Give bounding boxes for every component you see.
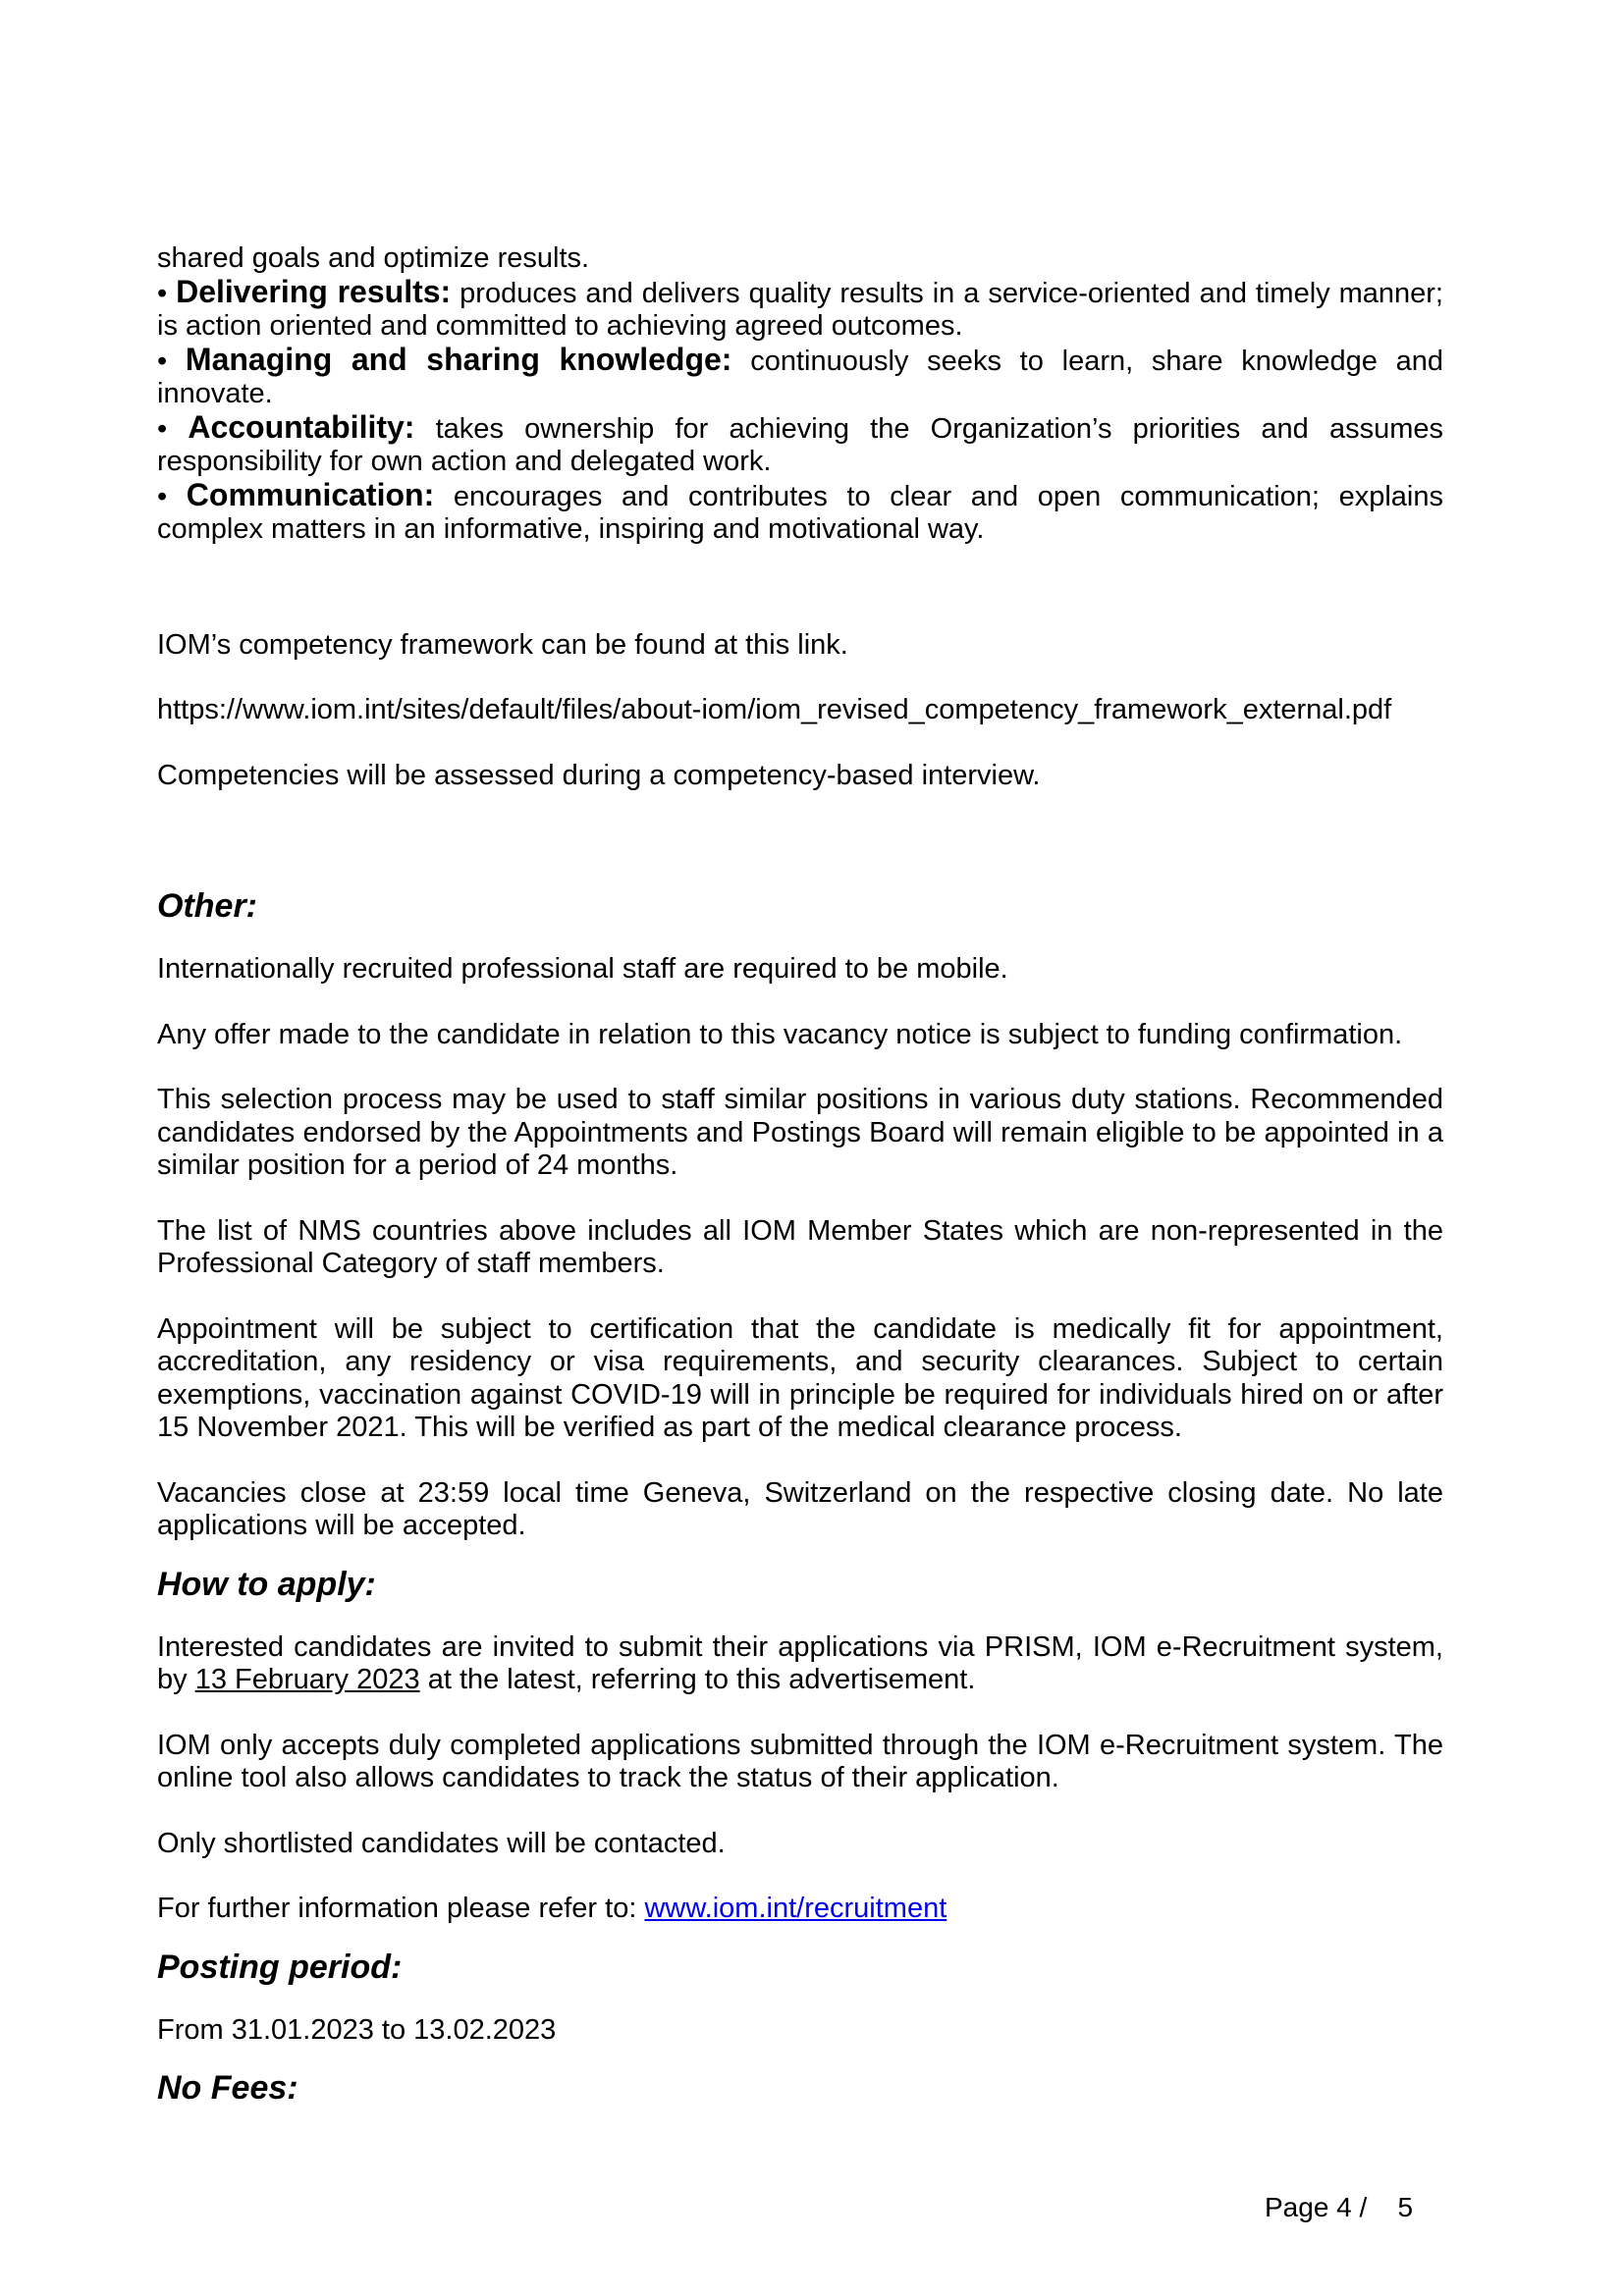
framework-intro: IOM’s competency framework can be found at this link. [157,628,848,661]
section-heading-how-to-apply: How to apply: [157,1565,376,1603]
other-paragraph: This selection process may be used to staff similar positions in various duty stations. Recommended candidates endorsed by the Appointments and Postings Board will remain eligible to be appointed in a similar position for a period of 24 months. [157,1084,1443,1181]
apply-paragraph: Interested candidates are invited to submit their applications via PRISM, IOM e-Recruitment system, by 13 February 2023 at the latest, referring to this advertisement. [157,1630,1443,1695]
competency-item [157,408,1443,479]
other-paragraph: Vacancies close at 23:59 local time Geneva, Switzerland on the respective closing date. No late applications will be accepted. [157,1476,1443,1541]
competency-text: produces and delivers quality results in a service-oriented and timely manner; is action oriented and committed to achieving agreed outcomes. [157,277,1443,342]
competency-term: Managing and sharing knowledge: [185,341,732,377]
section-heading-posting-period: Posting period: [157,1948,403,1986]
bullet: • [157,480,168,512]
competency-text: encourages and contributes to clear and open communication; explains complex matters in an informative, inspiring and motivational way. [157,480,1443,545]
recruitment-link[interactable]: www.iom.int/recruitment [644,1893,947,1924]
section-heading-other: Other: [157,887,257,925]
competency-text: continuously seeks to learn, share knowledge and innovate. [157,345,1443,409]
posting-period-text: From 31.01.2023 to 13.02.2023 [157,2013,557,2046]
other-paragraph: The list of NMS countries above includes all IOM Member States which are non-represented in the Professional Category of staff members. [157,1214,1443,1279]
other-paragraph: Any offer made to the candidate in relation to this vacancy notice is subject to funding confirmation. [157,1018,1403,1050]
competency-term: Delivering results: [176,273,452,309]
competency-item [157,273,1443,344]
competency-item [157,476,1443,547]
competency-term: Communication: [186,476,435,512]
bullet: • [157,412,168,445]
framework-url: https://www.iom.int/sites/default/files/about-iom/iom_revised_competency_framework_external.pdf [157,694,1392,725]
competency-list [157,242,1443,547]
bullet: • [157,277,168,309]
apply-paragraph: IOM only accepts duly completed applications submitted through the IOM e-Recruitment system. The online tool also allows candidates to track the status of their application. [157,1729,1443,1793]
competency-item [157,341,1443,411]
apply-paragraph: For further information please refer to: www.iom.int/recruitment [157,1893,947,1924]
section-heading-no-fees: No Fees: [157,2069,298,2107]
closing-date: 13 February 2023 [194,1664,420,1695]
page-number: Page 4 / 5 [1265,2192,1414,2222]
competency-term: Accountability: [188,408,415,445]
competency-text: takes ownership for achieving the Organization’s priorities and assumes responsibility for own action and delegated work. [157,412,1443,477]
other-paragraph: Appointment will be subject to certification that the candidate is medically fit for appointment, accreditation, any residency or visa requirements, and security clearances. Subject to certain exemptions, vaccination against COVID-19 will in principle be required for individuals hired on or after 15 November 2021. This will be verified as part of the medical clearance process. [157,1312,1443,1443]
competency-lead-in: shared goals and optimize results. [157,242,590,274]
document-page [157,242,1443,2108]
bullet: • [157,345,168,377]
apply-paragraph: Only shortlisted candidates will be contacted. [157,1827,726,1859]
assessment-note: Competencies will be assessed during a competency-based interview. [157,759,1041,791]
other-paragraph: Internationally recruited professional staff are required to be mobile. [157,953,1008,985]
